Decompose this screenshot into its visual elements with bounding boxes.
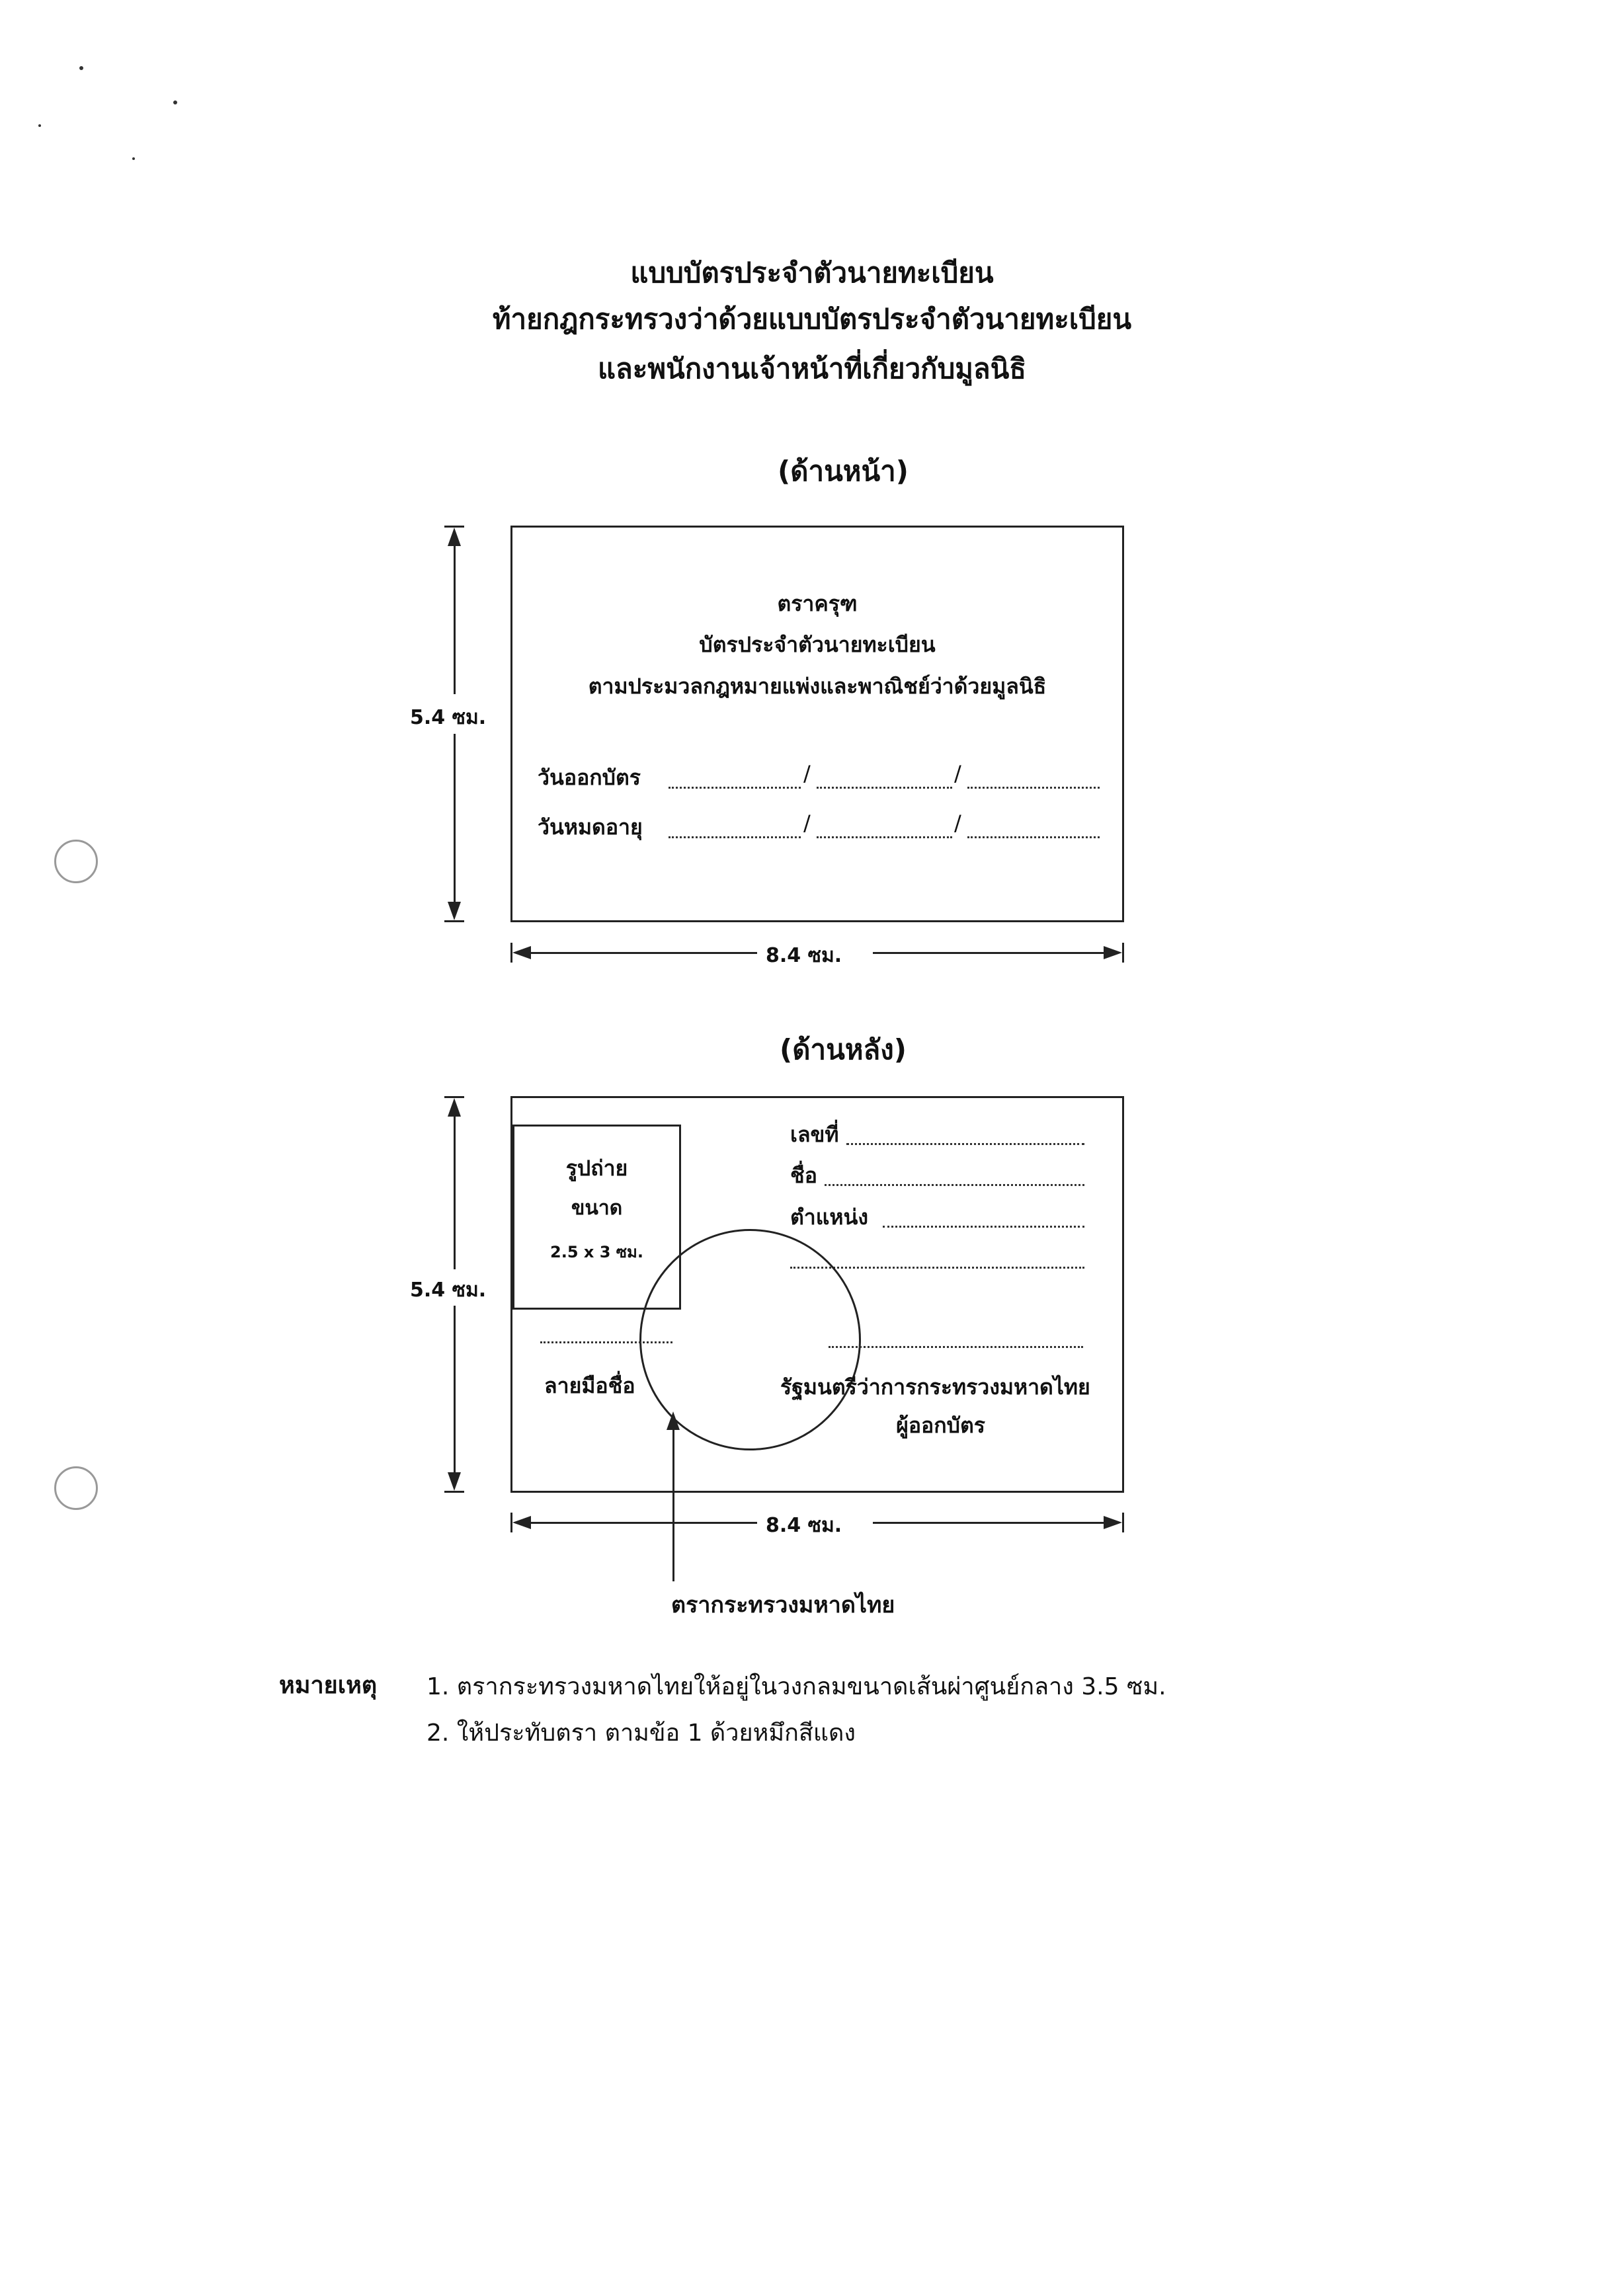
back-side-label: (ด้านหลัง): [780, 1033, 907, 1066]
back-height-line-top: [454, 1114, 456, 1269]
name-label: ชื่อ: [790, 1163, 817, 1188]
number-line: [846, 1143, 1084, 1145]
position-line: [883, 1226, 1084, 1228]
expiry-date-label: วันหมดอายุ: [538, 814, 643, 840]
note-item-2: 2. ให้ประทับตรา ตามข้อ 1 ด้วยหมึกสีแดง: [426, 1720, 856, 1747]
front-width-line-right: [873, 952, 1104, 954]
photo-label: รูปถ่าย: [565, 1156, 628, 1181]
front-height-tick-bottom: [444, 920, 464, 922]
front-height-line-top: [454, 542, 456, 694]
scan-speck: [173, 100, 177, 104]
notes-heading: หมายเหตุ: [279, 1672, 378, 1699]
minister-signature-line: [829, 1346, 1083, 1348]
expiry-date-sep: /: [803, 811, 811, 836]
document-subtitle: ท้ายกฎกระทรวงว่าด้วยแบบบัตรประจำตัวนายทะเบียน: [492, 303, 1132, 335]
front-garuda-text: ตราครุฑ: [777, 591, 858, 616]
front-height-arrow-down: [448, 902, 461, 920]
scan-speck: [38, 124, 41, 127]
expiry-date-sep: /: [954, 811, 961, 836]
front-height-label: 5.4 ซม.: [403, 702, 493, 733]
front-width-line-left: [529, 952, 757, 954]
signature-line: [540, 1341, 672, 1343]
front-card: [510, 526, 1124, 922]
front-side-label: (ด้านหน้า): [778, 455, 909, 487]
position-label: ตำแหน่ง: [790, 1205, 868, 1230]
back-width-tick-right: [1122, 1513, 1124, 1532]
front-width-arrow-left: [512, 946, 531, 959]
issue-year-line: [967, 787, 1100, 789]
expiry-day-line: [669, 836, 801, 838]
front-width-label: 8.4 ซม.: [759, 940, 848, 971]
seal-pointer-line: [672, 1428, 674, 1581]
issue-date-sep: /: [803, 761, 811, 786]
punch-hole-bottom: [54, 1466, 98, 1510]
document-subtitle-2: และพนักงานเจ้าหน้าที่เกี่ยวกับมูลนิธิ: [597, 352, 1027, 385]
back-height-label: 5.4 ซม.: [403, 1275, 493, 1306]
note-item-1: 1. ตรากระทรวงมหาดไทยให้อยู่ในวงกลมขนาดเส้นผ่าศูนย์กลาง 3.5 ซม.: [426, 1673, 1166, 1700]
seal-pointer-arrow: [667, 1411, 680, 1430]
scan-speck: [79, 66, 83, 70]
number-label: เลขที่: [790, 1122, 839, 1147]
back-width-label: 8.4 ซม.: [759, 1510, 848, 1541]
name-line: [825, 1184, 1084, 1186]
issue-date-sep: /: [954, 761, 961, 786]
document-title: แบบบัตรประจำตัวนายทะเบียน: [630, 257, 994, 289]
issuer-label: ผู้ออกบัตร: [896, 1413, 985, 1438]
front-width-tick-right: [1122, 943, 1124, 963]
photo-dimensions: 2.5 x 3 ซม.: [550, 1243, 643, 1261]
signature-label: ลายมือชื่อ: [544, 1373, 635, 1398]
expiry-year-line: [967, 836, 1100, 838]
back-height-arrow-down: [448, 1472, 461, 1491]
front-height-line-bottom: [454, 734, 456, 904]
seal-label: ตรากระทรวงมหาดไทย: [671, 1592, 895, 1618]
photo-size-label: ขนาด: [571, 1197, 623, 1220]
issue-month-line: [817, 787, 952, 789]
front-card-title: บัตรประจำตัวนายทะเบียน: [699, 632, 936, 657]
expiry-month-line: [817, 836, 952, 838]
back-width-line-right: [873, 1522, 1104, 1524]
scan-speck: [132, 157, 135, 160]
front-card-law: ตามประมวลกฎหมายแพ่งและพาณิชย์ว่าด้วยมูลนิธิ: [588, 674, 1047, 699]
back-height-tick-bottom: [444, 1491, 464, 1493]
back-width-line-left: [529, 1522, 757, 1524]
back-width-arrow-left: [512, 1516, 531, 1529]
issue-day-line: [669, 787, 801, 789]
back-width-arrow-right: [1104, 1516, 1122, 1529]
minister-label: รัฐมนตรีว่าการกระทรวงมหาดไทย: [780, 1374, 1090, 1400]
punch-hole-top: [54, 840, 98, 883]
front-width-arrow-right: [1104, 946, 1122, 959]
back-card: [510, 1096, 1124, 1493]
back-height-line-bottom: [454, 1306, 456, 1474]
issue-date-label: วันออกบัตร: [538, 765, 641, 790]
